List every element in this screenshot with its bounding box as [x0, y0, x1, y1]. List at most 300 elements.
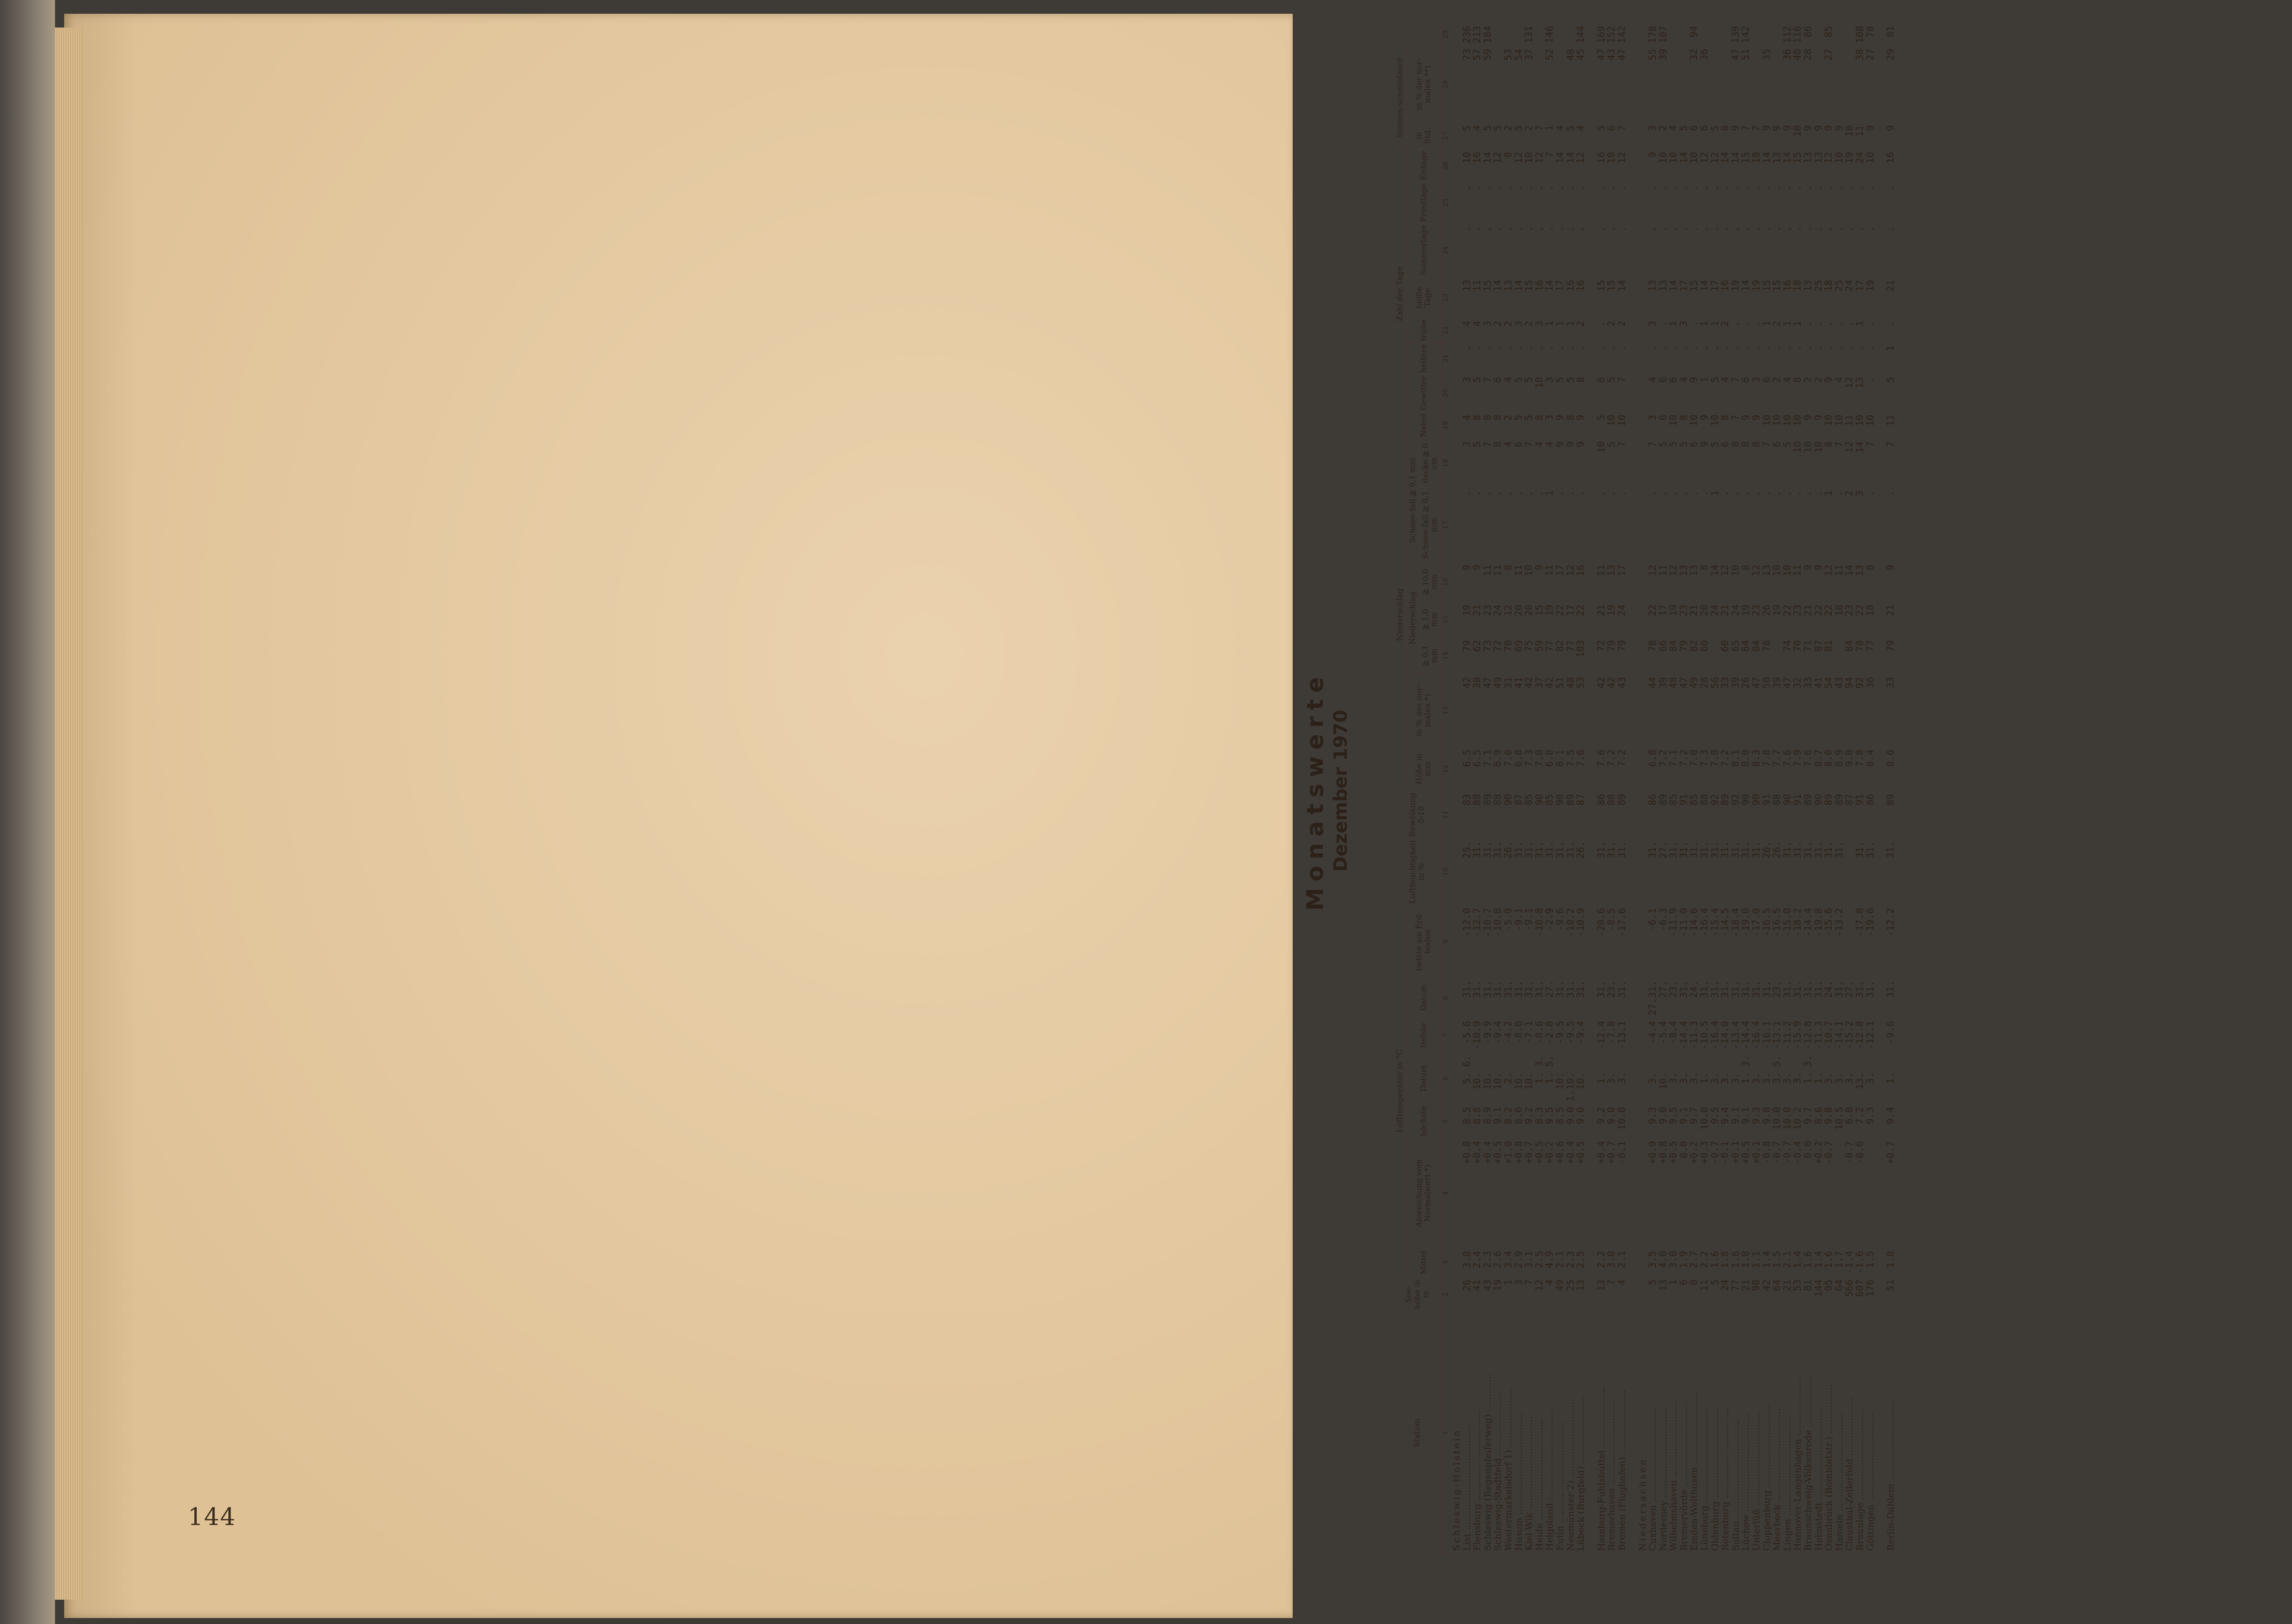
table-cell: 6	[1513, 441, 1524, 447]
table-cell: .	[1533, 226, 1545, 232]
table-cell: 7.3	[1523, 749, 1535, 767]
table-cell: -17.6	[1616, 908, 1627, 937]
table-cell: 9	[1813, 125, 1824, 131]
table-cell: .	[1864, 184, 1876, 191]
table-cell: .	[1606, 345, 1617, 352]
column-number: 4	[1441, 1138, 1451, 1248]
table-cell: 31.	[1709, 980, 1720, 998]
table-cell: 14	[1844, 565, 1855, 577]
table-cell: 5	[1606, 441, 1617, 447]
station-name: Bremen (Flughafen) ......................	[1616, 1390, 1627, 1551]
header-nied-1: ≧ 1,0 mm	[1420, 602, 1441, 638]
table-cell: 7.1	[1668, 749, 1679, 767]
group-row	[1451, 23, 1462, 1554]
table-cell: 14	[1678, 152, 1689, 164]
table-cell: 236	[1461, 26, 1472, 44]
station-name: Cuxhaven ................................	[1647, 1409, 1658, 1551]
table-cell: 7	[1740, 125, 1752, 131]
table-row	[1751, 23, 1762, 1554]
table-cell: 9	[1802, 125, 1813, 131]
table-cell: 18	[1864, 605, 1876, 617]
table-cell: -9.5	[1565, 1021, 1576, 1044]
table-row	[1741, 23, 1751, 1554]
table-cell: 3.	[1761, 1072, 1772, 1084]
table-cell: 13	[1813, 152, 1824, 164]
table-cell: 8.1	[1730, 749, 1741, 767]
table-cell: 8.6	[1813, 1107, 1824, 1124]
table-cell: 2	[1523, 125, 1535, 131]
table-cell: 7	[1616, 377, 1627, 383]
table-cell: 15	[1792, 152, 1803, 164]
table-cell: -6.1	[1647, 908, 1658, 931]
table-cell	[1514, 1052, 1524, 1069]
table-cell: 9	[1813, 565, 1824, 571]
table-cell: 8.5	[1461, 1107, 1472, 1124]
station-name: Hannover-Langenhagen ....................	[1792, 1377, 1803, 1551]
table-cell: -9.4	[1575, 1021, 1587, 1044]
table-cell: 19	[1751, 280, 1762, 292]
column-number: 2	[1441, 1277, 1451, 1312]
table-cell: 23.	[1771, 980, 1783, 998]
station-name: Flensburg ...............................	[1471, 1410, 1483, 1551]
table-cell: 7	[1730, 414, 1741, 421]
table-cell: 2	[1771, 377, 1783, 383]
table-cell: +0.7	[1885, 1141, 1896, 1164]
table-cell: 1.6	[1823, 1250, 1835, 1268]
station-name: Hameln ..................................	[1833, 1412, 1845, 1551]
page-number: 144	[188, 1503, 237, 1531]
table-cell: 26	[1761, 605, 1772, 617]
table-cell: 90	[1751, 793, 1762, 806]
table-cell: 10.0	[1616, 1107, 1627, 1130]
spacer-row	[1875, 23, 1885, 1554]
table-cell: 23	[1751, 605, 1762, 617]
table-cell: 9.7	[1688, 1107, 1700, 1124]
table-cell: 7.6	[1802, 749, 1813, 767]
table-cell: 31.	[1678, 980, 1689, 998]
table-cell: -15.0	[1781, 908, 1793, 937]
table-cell: .	[1482, 226, 1493, 232]
table-cell: 14	[1616, 280, 1627, 292]
table-cell: 10	[1781, 414, 1793, 426]
table-cell: .	[1595, 490, 1607, 496]
table-cell: 1	[1854, 320, 1865, 327]
table-cell: 2	[1719, 320, 1731, 327]
table-cell: .	[1647, 345, 1658, 352]
table-cell: 17	[1678, 280, 1689, 292]
table-cell: 10	[1864, 152, 1876, 164]
table-cell: -8.0	[1513, 1021, 1524, 1044]
table-cell: +0.5	[1575, 1141, 1587, 1164]
table-cell: 88	[1606, 793, 1617, 806]
table-row	[1782, 23, 1793, 1554]
table-cell: 5	[1523, 377, 1535, 383]
table-cell: 73	[1461, 49, 1472, 61]
table-cell: .	[1730, 320, 1741, 327]
table-cell: 3.	[1616, 1072, 1627, 1084]
table-cell: 7.6	[1595, 749, 1607, 767]
table-cell: .	[1823, 345, 1835, 352]
table-cell: 31.	[1575, 980, 1587, 998]
table-cell: 7.2	[1657, 749, 1669, 767]
table-cell: .	[1802, 226, 1813, 232]
table-cell: .	[1751, 226, 1762, 232]
table-cell: .	[1657, 490, 1669, 496]
table-cell	[1503, 23, 1514, 46]
table-cell: 3.	[1678, 1072, 1689, 1084]
table-cell: 107	[1657, 26, 1669, 44]
table-cell: 10	[1657, 152, 1669, 164]
table-cell: 72	[1492, 640, 1504, 652]
table-cell: 10	[1461, 152, 1472, 164]
station-name: Westermarkelsdorf 1) ....................	[1502, 1388, 1514, 1551]
table-cell: 8	[1730, 441, 1741, 447]
spacer-row	[1586, 23, 1596, 1554]
table-cell: .	[1533, 184, 1545, 191]
table-cell: 1.10.	[1565, 1072, 1576, 1101]
table-cell	[1596, 1052, 1607, 1069]
table-cell: 77	[1565, 640, 1576, 652]
table-row	[1596, 23, 1607, 1554]
table-cell: 5	[1678, 441, 1689, 447]
table-cell: .	[1482, 184, 1493, 191]
table-cell	[1534, 23, 1545, 46]
table-cell: 5	[1885, 377, 1896, 383]
table-cell: 82	[1688, 640, 1700, 652]
header-nebel: Nebel	[1407, 412, 1441, 439]
table-cell: 6	[1688, 125, 1700, 131]
table-cell: 10.0	[1771, 1107, 1783, 1130]
table-cell	[1493, 1052, 1503, 1069]
table-cell: 38	[1471, 677, 1483, 689]
table-cell: 8	[1565, 414, 1576, 421]
table-cell: 15	[1606, 280, 1617, 292]
table-row	[1503, 23, 1514, 1554]
table-cell: 31.	[1492, 980, 1504, 998]
table-cell: 5	[1595, 125, 1607, 131]
table-cell: 1.	[1544, 1072, 1555, 1084]
table-cell: 21	[1781, 1279, 1793, 1291]
table-cell: 31.	[1595, 841, 1607, 859]
table-cell: 8	[1533, 414, 1545, 421]
table-cell: 19	[1461, 605, 1472, 617]
table-cell: .	[1688, 320, 1700, 327]
table-cell: 39	[1657, 49, 1669, 61]
table-cell: 89	[1482, 793, 1493, 806]
header-datum-1: Datum	[1407, 1052, 1441, 1104]
table-cell: 8	[1471, 414, 1483, 421]
table-cell: 10.	[1482, 1072, 1493, 1090]
table-cell: .	[1544, 226, 1555, 232]
table-cell: -1.4	[1844, 1250, 1855, 1274]
table-cell: 5	[1513, 125, 1524, 131]
table-cell: 7.8	[1761, 749, 1772, 767]
table-cell: 3.	[1864, 1072, 1876, 1084]
table-cell: 23.	[1668, 980, 1679, 998]
table-cell: 8.3	[1751, 749, 1762, 767]
table-cell	[1679, 1052, 1689, 1069]
table-cell: 3.	[1719, 1072, 1731, 1084]
table-cell: .	[1513, 226, 1524, 232]
table-cell: 7.0	[1502, 749, 1514, 767]
table-cell: 70	[1502, 640, 1514, 652]
station-name: Husum ...................................	[1513, 1413, 1524, 1551]
table-cell: .	[1647, 226, 1658, 232]
table-cell: 4.0	[1657, 1250, 1669, 1268]
table-cell: 9	[1554, 414, 1565, 421]
table-cell: +0.8	[1513, 1141, 1524, 1164]
table-row	[1762, 23, 1772, 1554]
table-cell: 12	[1575, 152, 1587, 164]
table-cell: 8	[1740, 565, 1752, 571]
table-cell: 116	[1792, 26, 1803, 44]
table-cell: 1.6	[1730, 1250, 1741, 1268]
table-cell: 28	[1699, 677, 1710, 689]
table-cell: .	[1544, 345, 1555, 352]
table-cell: 95	[1823, 1279, 1835, 1291]
page-edges	[55, 28, 83, 1600]
table-cell: 8.6	[1885, 749, 1896, 767]
table-cell: -6.3	[1657, 908, 1669, 931]
group-row	[1637, 23, 1648, 1554]
table-cell: .	[1864, 226, 1876, 232]
table-cell: .	[1885, 320, 1896, 327]
table-cell: 92	[1730, 793, 1741, 806]
table-cell: 31.	[1678, 841, 1689, 859]
table-cell: -15.9	[1792, 1021, 1803, 1050]
table-cell: 112	[1781, 26, 1793, 44]
table-cell: .	[1482, 490, 1493, 496]
table-cell: 89	[1833, 793, 1845, 806]
table-cell: -0.1	[1719, 1141, 1731, 1164]
table-cell	[1762, 23, 1772, 46]
header-eistage: Eistage	[1407, 149, 1441, 182]
table-cell: .	[1833, 345, 1845, 352]
table-cell: 5	[1513, 377, 1524, 383]
table-cell: 8.1	[1554, 749, 1565, 767]
table-cell: .	[1471, 490, 1483, 496]
column-number: 23	[1441, 277, 1451, 318]
table-cell: 12	[1668, 565, 1679, 577]
table-cell: .	[1730, 226, 1741, 232]
table-cell: 4	[1544, 441, 1555, 447]
table-cell: +0.7	[1606, 1141, 1617, 1164]
table-cell	[1844, 23, 1855, 46]
table-cell: 81	[1885, 26, 1896, 38]
table-cell: 15	[1482, 280, 1493, 292]
rotated-table-area	[1302, 23, 2292, 1558]
table-cell: -5.0	[1502, 908, 1514, 931]
table-cell: .	[1523, 490, 1535, 496]
table-cell: 31.	[1471, 841, 1483, 859]
table-cell: 3.	[1823, 1072, 1835, 1084]
table-cell: 31.	[1492, 841, 1504, 859]
table-cell: 21	[1595, 605, 1607, 617]
table-cell: 25.	[1461, 841, 1472, 859]
table-cell: 3	[1482, 320, 1493, 327]
table-cell	[1720, 1052, 1730, 1069]
table-cell: 6	[1668, 377, 1679, 383]
table-cell: 1.	[1533, 1072, 1545, 1084]
table-cell: 21	[1740, 1279, 1752, 1291]
table-cell: 7.2	[1678, 749, 1689, 767]
table-cell: 29	[1885, 49, 1896, 61]
table-cell: 12	[1844, 377, 1855, 389]
table-cell: .	[1678, 226, 1689, 232]
table-cell: 2	[1606, 320, 1617, 327]
table-cell: 89	[1885, 793, 1896, 806]
table-cell: 9.4	[1719, 1107, 1731, 1124]
table-cell: -10.2	[1565, 908, 1576, 937]
table-cell: 12	[1719, 565, 1731, 577]
station-name: Osnabrück (Bomblatstr.) .................	[1823, 1384, 1835, 1551]
table-cell: .	[1771, 184, 1783, 191]
table-cell: 8	[1575, 377, 1587, 383]
table-cell: 14	[1554, 152, 1565, 164]
table-cell: 2.2	[1595, 1250, 1607, 1268]
table-cell: -9.6	[1885, 1021, 1896, 1044]
table-cell	[1855, 1052, 1865, 1069]
table-cell	[1772, 46, 1782, 123]
table-cell: 10	[1595, 441, 1607, 453]
table-cell: 14	[1730, 152, 1741, 164]
table-cell: 7.6	[1575, 749, 1587, 767]
table-cell: 14	[1565, 152, 1576, 164]
table-cell: 17	[1554, 280, 1565, 292]
table-cell: 25	[1833, 280, 1845, 292]
table-row	[1720, 23, 1730, 1554]
table-cell: 2.9	[1513, 1250, 1524, 1268]
table-cell: .	[1616, 490, 1627, 496]
table-cell: 1	[1709, 320, 1720, 327]
table-cell: 5	[1709, 441, 1720, 447]
table-cell: 6.0	[1844, 1107, 1855, 1124]
table-cell: 31.	[1813, 841, 1824, 859]
table-cell: 5	[1471, 377, 1483, 383]
table-cell: 2.6	[1492, 1250, 1504, 1268]
table-cell: 31.	[1533, 841, 1545, 859]
table-cell: 79	[1606, 640, 1617, 652]
table-cell: 85	[1823, 26, 1835, 38]
table-cell: 31.	[1761, 980, 1772, 998]
table-cell: 87	[1844, 793, 1855, 806]
table-cell: 8	[1482, 414, 1493, 421]
table-row	[1647, 23, 1658, 1554]
table-cell: 22	[1823, 605, 1835, 617]
table-cell: 9	[1554, 441, 1565, 447]
table-cell: 9	[1699, 414, 1710, 421]
table-cell: 19	[1606, 605, 1617, 617]
table-row	[1534, 23, 1545, 1554]
table-cell: 88	[1771, 793, 1783, 806]
table-cell: -9.9	[1482, 1021, 1493, 1044]
table-cell: 31.	[1885, 841, 1896, 859]
group-label: Niedersachsen	[1636, 1458, 1648, 1551]
column-number: 21	[1441, 343, 1451, 374]
table-cell: 10	[1606, 414, 1617, 426]
table-cell: .	[1647, 184, 1658, 191]
table-cell: 1.	[1885, 1072, 1896, 1084]
table-cell	[1772, 23, 1782, 46]
table-cell: 11	[1471, 280, 1483, 292]
table-cell: 31.	[1565, 980, 1576, 998]
table-cell: 27.	[1844, 980, 1855, 998]
table-cell: .	[1502, 490, 1514, 496]
table-cell: 3.	[1844, 1072, 1855, 1084]
table-cell: 31.	[1616, 980, 1627, 998]
table-cell: 52	[1544, 49, 1555, 61]
table-cell: 74	[1781, 640, 1793, 652]
table-cell: .	[1533, 490, 1545, 496]
table-cell: 10	[1854, 414, 1865, 426]
group-label: Schleswig-Holstein	[1451, 1428, 1462, 1551]
table-cell: .	[1554, 226, 1565, 232]
table-cell: 14	[1781, 152, 1793, 164]
station-name: Schleswig (Regenpfeiferweg) .............	[1482, 1373, 1493, 1551]
table-cell: -9.4	[1492, 1021, 1504, 1044]
table-cell: +0.5	[1492, 1141, 1504, 1164]
table-cell: 12	[1513, 152, 1524, 164]
table-cell: 19	[1740, 605, 1752, 617]
station-name: Hamburg-Fuhlsbüttel .....................	[1595, 1386, 1607, 1551]
table-cell: 14	[1699, 280, 1710, 292]
table-cell: -12.2	[1885, 908, 1896, 937]
table-cell: 48	[1668, 677, 1679, 689]
table-cell: 108	[1854, 26, 1865, 44]
table-cell: 12	[1616, 152, 1627, 164]
table-cell	[1782, 1052, 1793, 1069]
table-cell: 10.	[1513, 1072, 1524, 1090]
table-cell: 3.	[1771, 1072, 1783, 1084]
table-cell: 9.1	[1678, 1107, 1689, 1124]
table-cell: 9.7	[1802, 1107, 1813, 1124]
table-cell: 42	[1761, 1279, 1772, 1291]
table-cell	[1668, 1052, 1679, 1069]
table-cell: 31.	[1740, 980, 1752, 998]
column-number: 15	[1441, 602, 1451, 638]
table-cell: 91	[1761, 793, 1772, 806]
table-cell: 2.	[1502, 1072, 1514, 1084]
table-cell: -5.4	[1657, 1021, 1669, 1044]
table-cell: .	[1813, 184, 1824, 191]
table-cell: -0.8	[1761, 1141, 1772, 1164]
table-cell	[1493, 46, 1503, 123]
table-cell: 31.	[1719, 841, 1731, 859]
table-cell: .	[1751, 345, 1762, 352]
station-name: Wilhelmshaven ...........................	[1668, 1398, 1679, 1551]
table-cell: 3.	[1709, 1072, 1720, 1084]
station-name: Bremervörde .............................	[1678, 1402, 1689, 1551]
table-cell: 2.1	[1781, 1250, 1793, 1268]
table-cell: .	[1740, 184, 1752, 191]
table-cell: -13.4	[1730, 1021, 1741, 1050]
table-cell: 14	[1709, 565, 1720, 577]
table-cell: .	[1740, 226, 1752, 232]
spacer-row	[1627, 23, 1637, 1554]
table-cell: 3.	[1606, 1072, 1617, 1084]
table-cell: 77	[1864, 640, 1876, 652]
table-cell: 10	[1688, 414, 1700, 426]
header-niederschlag: Niederschlag	[1394, 439, 1407, 791]
table-cell: -13.1	[1616, 1021, 1627, 1050]
table-cell: 21	[1719, 605, 1731, 617]
table-cell: 1	[1885, 345, 1896, 352]
table-cell: -8.6	[1533, 1021, 1545, 1044]
table-cell: 31.	[1792, 841, 1803, 859]
table-cell: 9	[1761, 125, 1772, 131]
table-cell: 10.	[1554, 1072, 1565, 1090]
table-cell: 47	[1730, 49, 1741, 61]
